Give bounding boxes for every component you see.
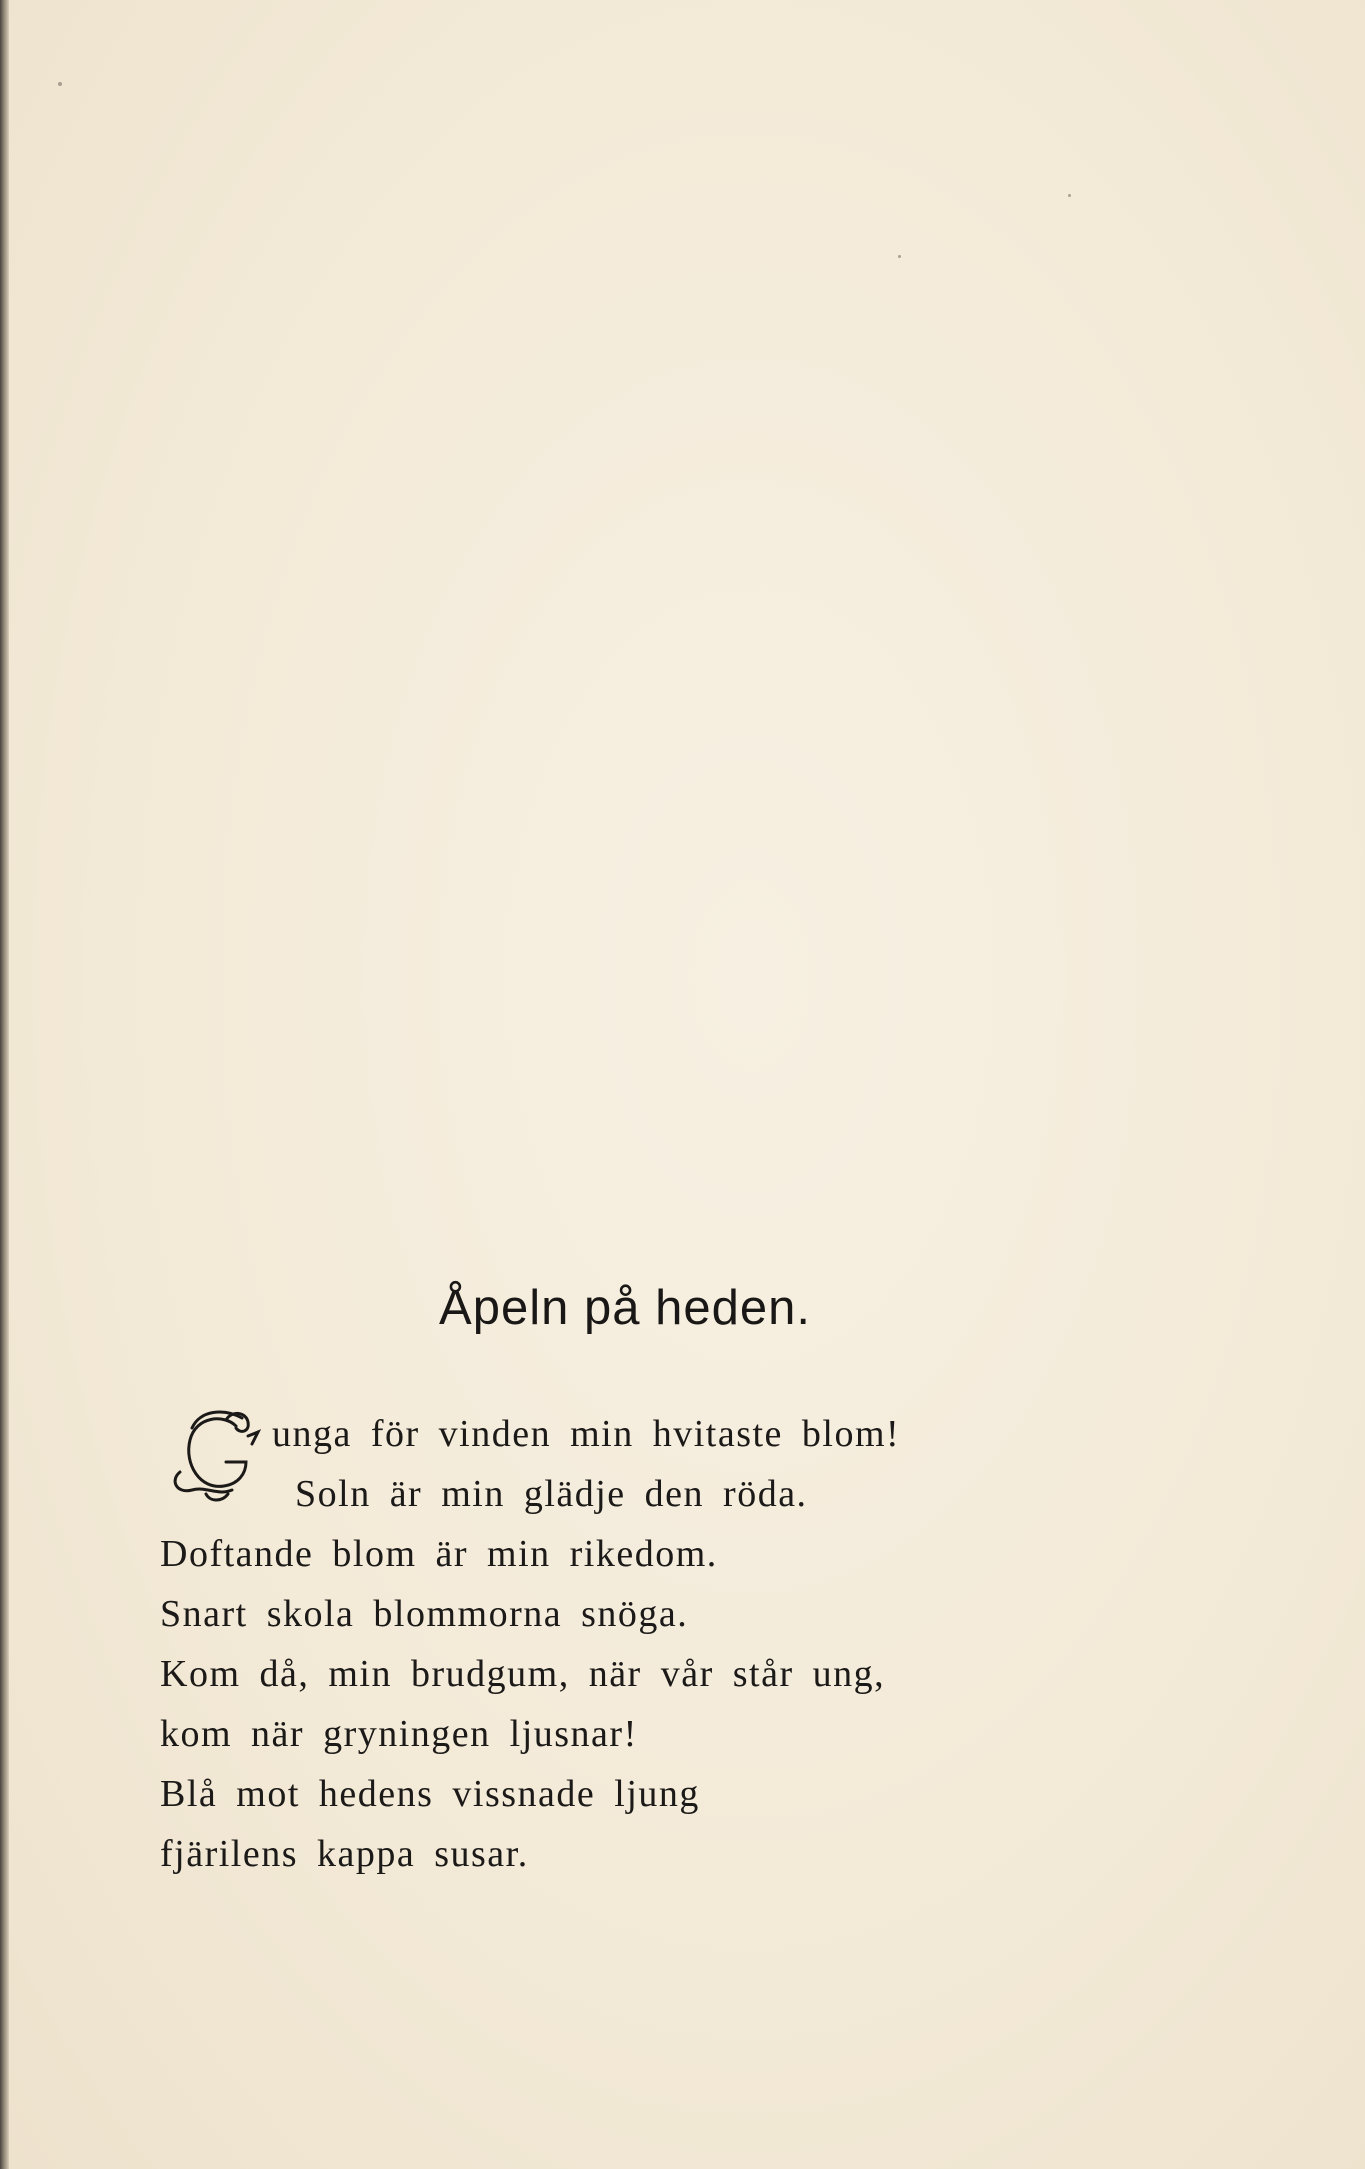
poem-line-5: Kom då, min brudgum, när vår står ung, bbox=[160, 1653, 886, 1695]
poem-title: Åpeln på heden. bbox=[439, 1281, 811, 1335]
poem-line-3: Doftande blom är min rikedom. bbox=[160, 1533, 718, 1575]
ornamental-drop-cap bbox=[166, 1406, 272, 1506]
poem-line-8: fjärilens kappa susar. bbox=[160, 1833, 529, 1875]
paper-speck bbox=[898, 255, 901, 258]
page-binding-edge bbox=[0, 0, 9, 2169]
drop-cap-g-icon bbox=[166, 1406, 272, 1506]
paper-speck bbox=[58, 82, 62, 86]
poem-line-1: unga för vinden min hvitaste blom! bbox=[272, 1413, 901, 1455]
poem-line-2: Soln är min glädje den röda. bbox=[295, 1473, 808, 1515]
poem-line-7: Blå mot hedens vissnade ljung bbox=[160, 1773, 700, 1815]
poem-line-4: Snart skola blommorna snöga. bbox=[160, 1593, 689, 1635]
paper-speck bbox=[1068, 194, 1071, 197]
poem-line-6: kom när gryningen ljusnar! bbox=[160, 1713, 638, 1755]
